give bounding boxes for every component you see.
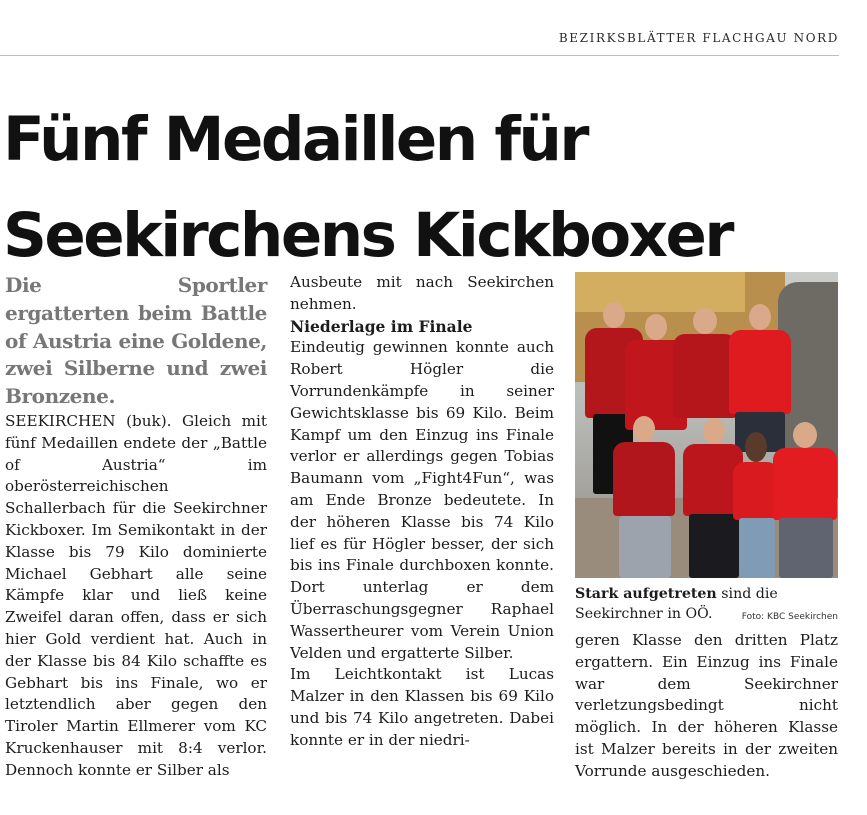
- body-paragraph-4: Im Leichtkontakt ist Lucas Malzer in den Klassen bis 69 Kilo und bis 74 Kilo angetreten. Dabei konnte er in der niedri-: [290, 665, 554, 749]
- team-photo: [575, 272, 838, 578]
- column-3: [575, 272, 838, 783]
- photo-caption: [575, 584, 838, 624]
- photo-wall-upper: [575, 272, 745, 312]
- headline-line-2: Seekirchens Kickboxer: [3, 200, 732, 271]
- body-paragraph-2: Ausbeute mit nach Seekirchen nehmen.: [290, 273, 554, 313]
- column-2: [290, 272, 554, 752]
- headline-line-1: Fünf Medaillen für: [3, 104, 587, 175]
- headline: [3, 92, 853, 284]
- body-paragraph-5: geren Klasse den dritten Platz ergattern. Ein Einzug ins Finale war dem Seekirchner verletzungsbedingt nicht möglich. In der höheren Klasse ist Malzer bereits in der zweiten Vorrunde ausgeschieden.: [575, 631, 838, 780]
- photo-caption-text: sind die Seekirchner in OÖ.: [575, 586, 778, 622]
- body-paragraph-1: SEEKIRCHEN (buk). Gleich mit fünf Medaillen endete der „Battle of Austria“ im oberösterreichischen Schallerbach für die Seekirchner Kickboxer. Im Semikontakt in der Klasse bis 79 Kilo dominierte Michael Gebhart alle seine Kämpfe klar und ließ keine Zweifel daran offen, dass er sich hier Gold verdient hat. Auch in der Klasse bis 84 Kilo schaffte es Gebhart bis ins Finale, wo er letztendlich aber gegen den Tiroler Martin Ellmerer vom KC Kruckenhauser mit 8:4 verlor. Dennoch konnte er Silber als: [5, 411, 267, 779]
- subheading: Niederlage im Finale: [290, 316, 473, 336]
- column-1: [5, 272, 267, 782]
- body-paragraph-3: Eindeutig gewinnen konnte auch Robert Högler die Vorrundenkämpfe in seiner Gewichtsklasse bis 69 Kilo. Beim Kampf um den Einzug ins Finale verlor er allerdings gegen Tobias Baumann vom „Fight4Fun“, was am Ende Bronze bedeutete. In der höheren Klasse bis 74 Kilo lief es für Högler besser, der sich bis ins Finale durchboxen konnte. Dort unterlag er dem Überraschungsgegner Raphael Wassertheurer vom Verein Union Velden und ergatterte Silber.: [290, 338, 554, 662]
- header-rule: [0, 55, 839, 56]
- photo-credit: Foto: KBC Seekirchen: [741, 612, 838, 622]
- publication-name: BEZIRKSBLÄTTER FLACHGAU NORD: [558, 31, 839, 45]
- lead-paragraph: Die Sportler ergatterten beim Battle of Austria eine Goldene, zwei Silberne und zwei Bronzene.: [5, 273, 267, 409]
- photo-caption-strong: Stark aufgetreten: [575, 586, 717, 602]
